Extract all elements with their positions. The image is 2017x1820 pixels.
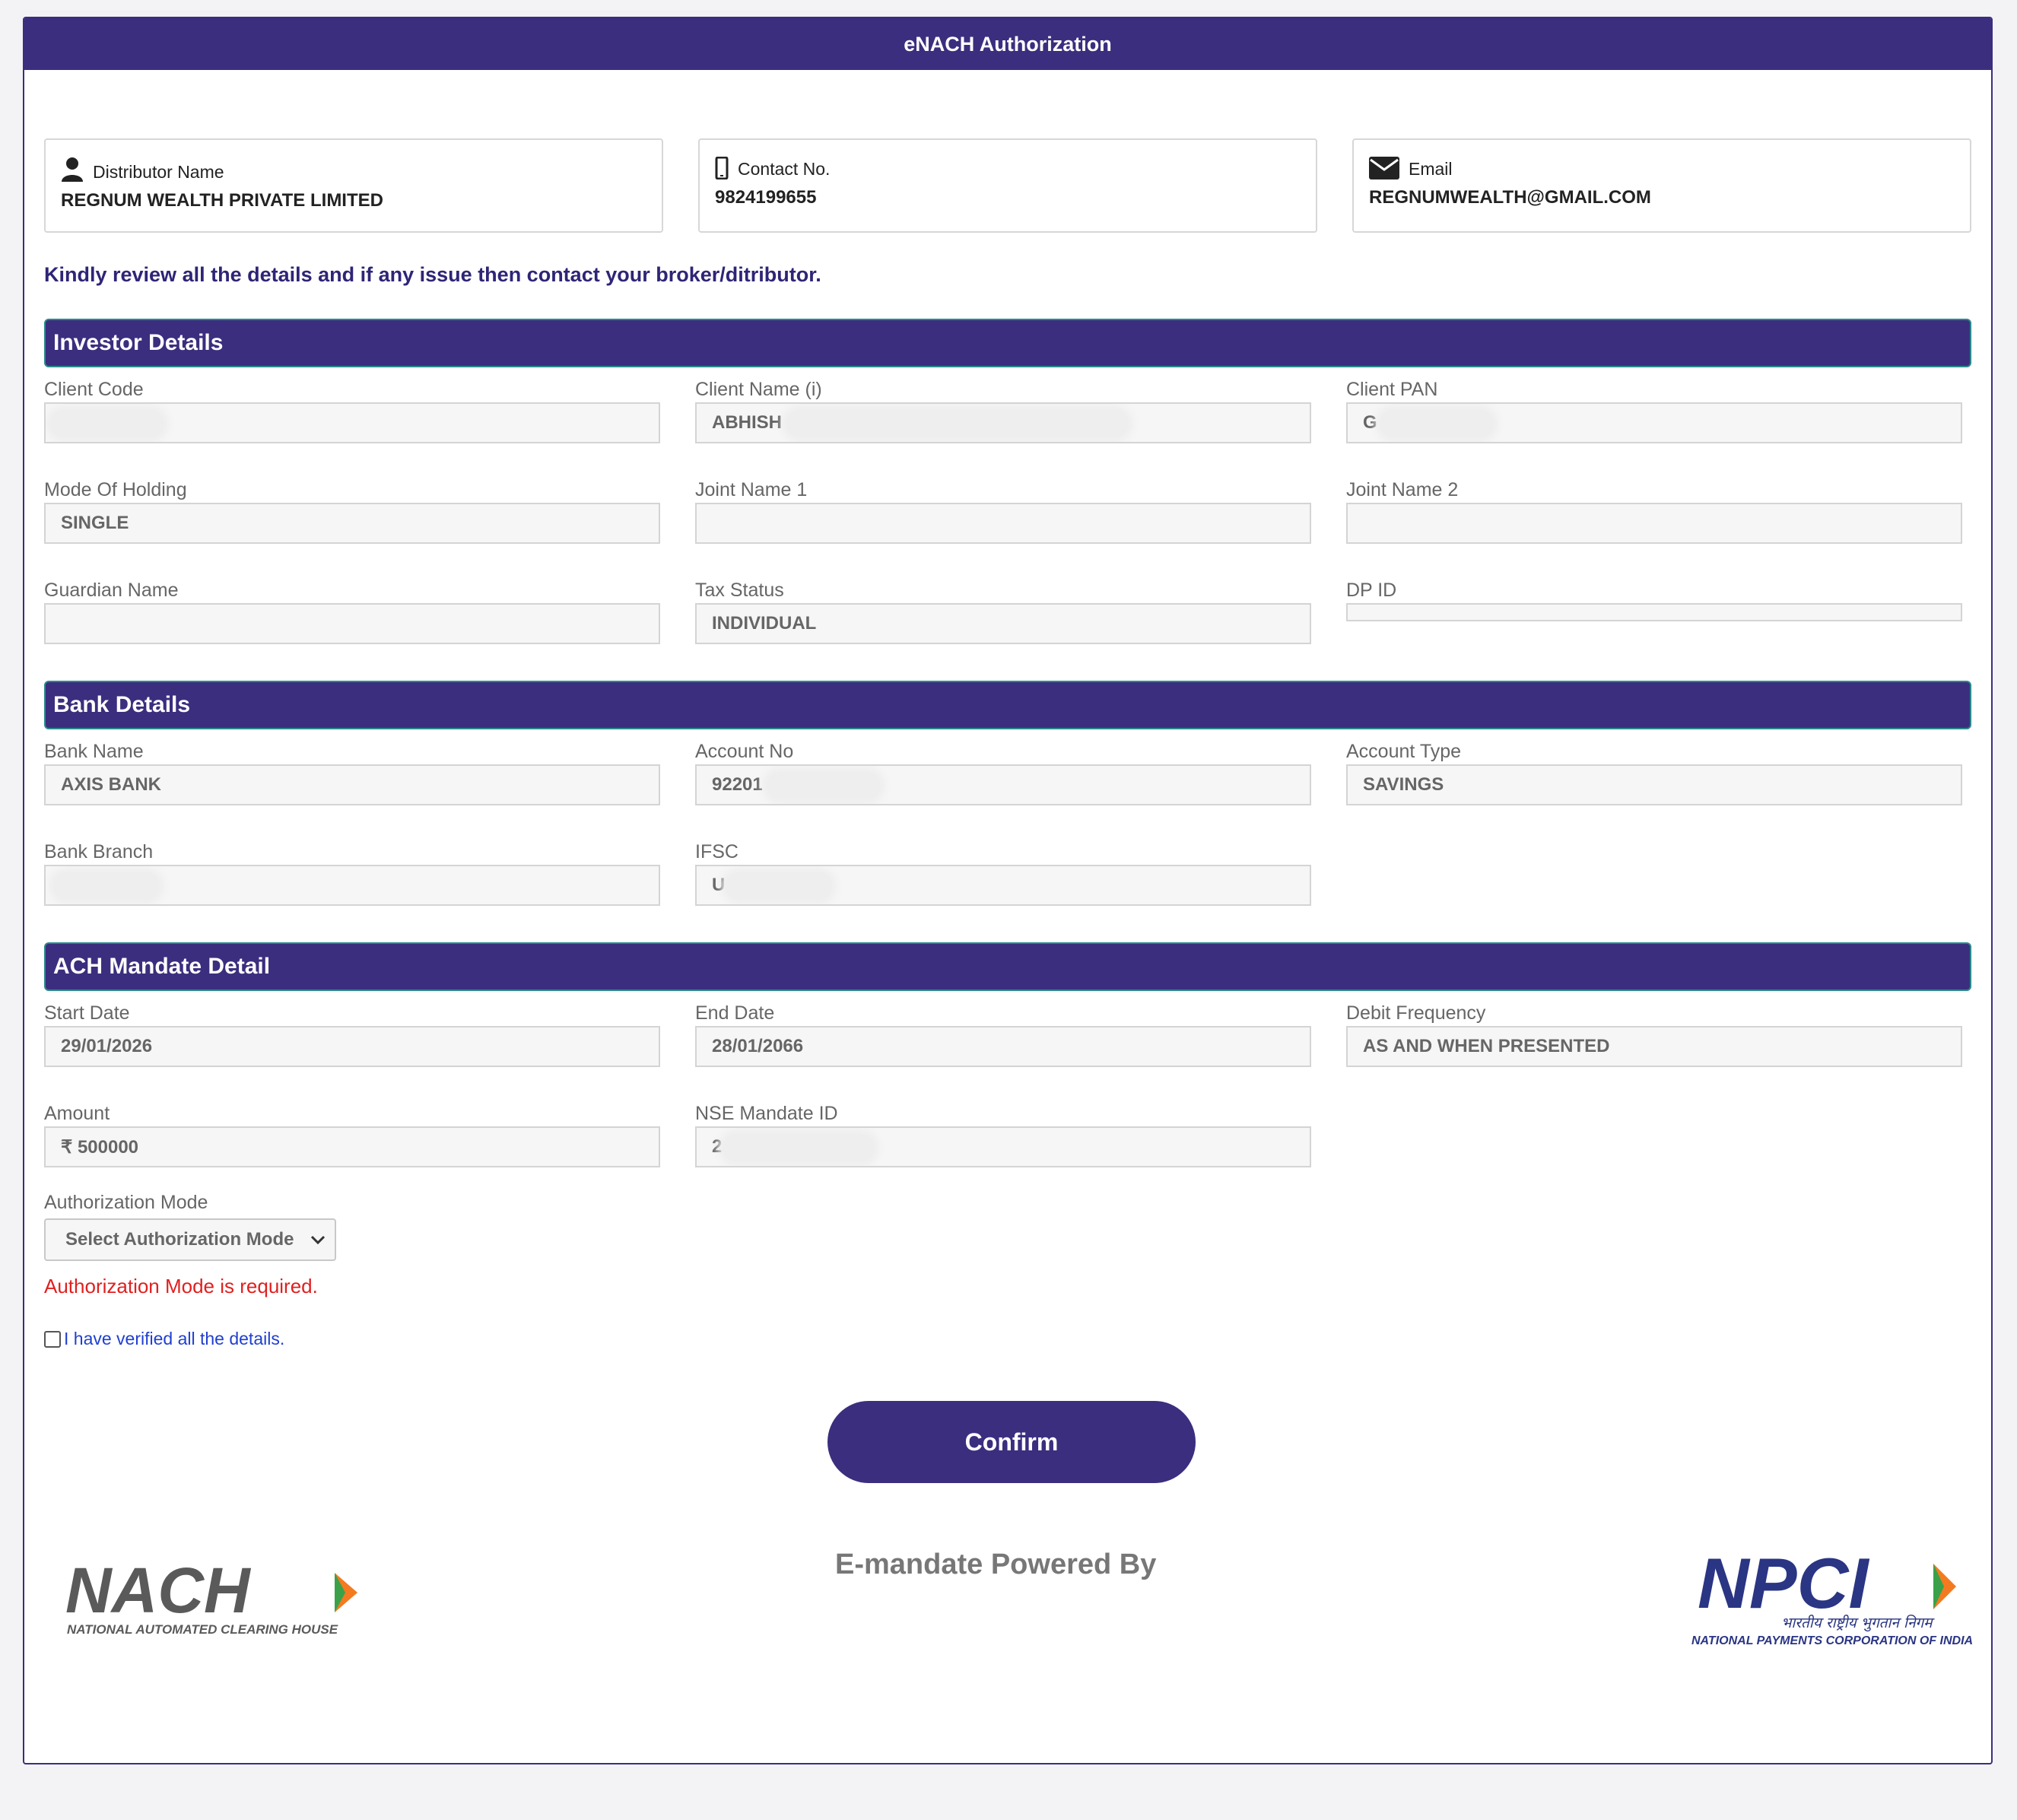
powered-by-text: E-mandate Powered By: [835, 1548, 1157, 1580]
npci-logo: [1667, 1545, 1987, 1656]
tax-status-field: [695, 568, 1311, 669]
debit-frequency-label: Debit Frequency: [1346, 1002, 1486, 1024]
client-pan-label: Client PAN: [1346, 379, 1438, 400]
nse-mandate-id-field: [695, 1091, 1311, 1192]
tax-status-input[interactable]: INDIVIDUAL: [695, 603, 1311, 644]
redaction-blur: [53, 872, 160, 900]
redaction-blur: [723, 1134, 875, 1161]
verify-label[interactable]: I have verified all the details.: [64, 1329, 285, 1348]
mobile-phone-icon: [715, 157, 729, 179]
joint-name-2-label: Joint Name 2: [1346, 479, 1459, 500]
ifsc-value: U: [712, 875, 726, 895]
account-type-input[interactable]: SAVINGS: [1346, 764, 1962, 805]
joint-name-1-label: Joint Name 1: [695, 479, 808, 500]
npci-logo-text: NPCI: [1698, 1545, 1869, 1623]
confirm-button[interactable]: Confirm: [827, 1401, 1196, 1483]
amount-field: [44, 1091, 660, 1192]
ach-mandate-header: ACH Mandate Detail: [44, 942, 1971, 991]
start-date-input[interactable]: 29/01/2026: [44, 1026, 660, 1067]
authorization-mode-label: Authorization Mode: [44, 1192, 208, 1213]
distributor-info-row: [44, 138, 1971, 233]
nach-logo-subtitle: NATIONAL AUTOMATED CLEARING HOUSE: [67, 1622, 338, 1637]
redaction-blur: [50, 410, 164, 437]
joint-name-1-input[interactable]: [695, 503, 1311, 544]
contact-box: [698, 138, 1317, 233]
envelope-icon: [1369, 157, 1399, 179]
enach-card: [23, 17, 1993, 1764]
mode-of-holding-input[interactable]: SINGLE: [44, 503, 660, 544]
distributor-name-value: REGNUM WEALTH PRIVATE LIMITED: [61, 190, 383, 211]
investor-details-grid: [44, 367, 1971, 669]
joint-name-2-field: [1346, 468, 1962, 568]
email-label: Email: [1409, 159, 1453, 179]
email-value: REGNUMWEALTH@GMAIL.COM: [1369, 187, 1651, 208]
start-date-label: Start Date: [44, 1002, 130, 1024]
mandate-grid-spacer: [1346, 1091, 1962, 1192]
nse-mandate-id-input[interactable]: [695, 1126, 1311, 1167]
bank-branch-label: Bank Branch: [44, 841, 154, 862]
start-date-field: [44, 991, 660, 1091]
guardian-name-field: [44, 568, 660, 669]
end-date-label: End Date: [695, 1002, 775, 1024]
chevron-down-icon: [310, 1229, 326, 1250]
ifsc-field: [695, 830, 1311, 930]
amount-input[interactable]: ₹ 500000: [44, 1126, 660, 1167]
ach-mandate-grid: [44, 991, 1971, 1192]
account-no-label: Account No: [695, 741, 794, 762]
card-body: [44, 70, 1974, 1763]
mode-of-holding-field: [44, 468, 660, 568]
authorization-mode-selected: Select Authorization Mode: [65, 1229, 294, 1250]
client-pan-input[interactable]: [1346, 402, 1962, 443]
redaction-blur: [1380, 410, 1494, 437]
client-code-field: [44, 367, 660, 468]
email-box: [1352, 138, 1971, 233]
client-pan-field: [1346, 367, 1962, 468]
amount-label: Amount: [44, 1103, 110, 1124]
redaction-blur: [767, 772, 881, 799]
nach-logo-text: NACH: [65, 1556, 250, 1626]
mode-of-holding-label: Mode Of Holding: [44, 479, 187, 500]
client-name-field: [695, 367, 1311, 468]
ifsc-label: IFSC: [695, 841, 739, 862]
bank-branch-input[interactable]: [44, 865, 660, 906]
client-name-value: ABHISH: [712, 412, 783, 433]
client-code-label: Client Code: [44, 379, 144, 400]
tax-status-label: Tax Status: [695, 580, 784, 601]
account-type-label: Account Type: [1346, 741, 1462, 762]
bank-details-grid: [44, 729, 1971, 930]
npci-logo-subtitle: NATIONAL PAYMENTS CORPORATION OF INDIA: [1691, 1634, 1974, 1647]
account-no-field: [695, 729, 1311, 830]
investor-details-header: Investor Details: [44, 319, 1971, 367]
bank-name-field: [44, 729, 660, 830]
debit-frequency-input[interactable]: AS AND WHEN PRESENTED: [1346, 1026, 1962, 1067]
client-pan-value: G: [1363, 412, 1377, 433]
review-notice: Kindly review all the details and if any issue then contact your broker/ditributor.: [44, 263, 821, 286]
nach-logo: [62, 1556, 382, 1644]
authorization-mode-error: Authorization Mode is required.: [44, 1275, 318, 1298]
authorization-mode-select[interactable]: [44, 1218, 336, 1261]
bank-name-label: Bank Name: [44, 741, 144, 762]
guardian-name-input[interactable]: [44, 603, 660, 644]
distributor-name-label: Distributor Name: [93, 162, 224, 182]
verify-checkbox[interactable]: [44, 1331, 61, 1348]
page-title: eNACH Authorization: [24, 18, 1991, 70]
dp-id-field: [1346, 568, 1962, 669]
bank-details-header: Bank Details: [44, 681, 1971, 729]
end-date-field: [695, 991, 1311, 1091]
redaction-blur: [726, 872, 832, 900]
joint-name-1-field: [695, 468, 1311, 568]
nse-mandate-id-label: NSE Mandate ID: [695, 1103, 838, 1124]
account-type-field: [1346, 729, 1962, 830]
joint-name-2-input[interactable]: [1346, 503, 1962, 544]
client-name-input[interactable]: [695, 402, 1311, 443]
account-no-value: 92201: [712, 774, 763, 795]
user-icon: [61, 157, 84, 183]
bank-name-input[interactable]: AXIS BANK: [44, 764, 660, 805]
contact-label: Contact No.: [738, 159, 831, 179]
end-date-input[interactable]: 28/01/2066: [695, 1026, 1311, 1067]
bank-branch-field: [44, 830, 660, 930]
guardian-name-label: Guardian Name: [44, 580, 179, 601]
debit-frequency-field: [1346, 991, 1962, 1091]
distributor-name-box: [44, 138, 663, 233]
client-name-label: Client Name (i): [695, 379, 822, 400]
dp-id-input[interactable]: [1346, 603, 1962, 621]
redaction-blur: [786, 410, 1129, 437]
dp-id-label: DP ID: [1346, 580, 1397, 601]
verify-row: [44, 1329, 1971, 1349]
client-code-input[interactable]: [44, 402, 660, 443]
ifsc-input[interactable]: [695, 865, 1311, 906]
account-no-input[interactable]: [695, 764, 1311, 805]
contact-value: 9824199655: [715, 187, 817, 208]
nse-mandate-id-value: 2: [712, 1136, 723, 1157]
bank-grid-spacer: [1346, 830, 1962, 930]
npci-logo-hindi: भारतीय राष्ट्रीय भुगतान निगम: [1781, 1615, 1933, 1631]
